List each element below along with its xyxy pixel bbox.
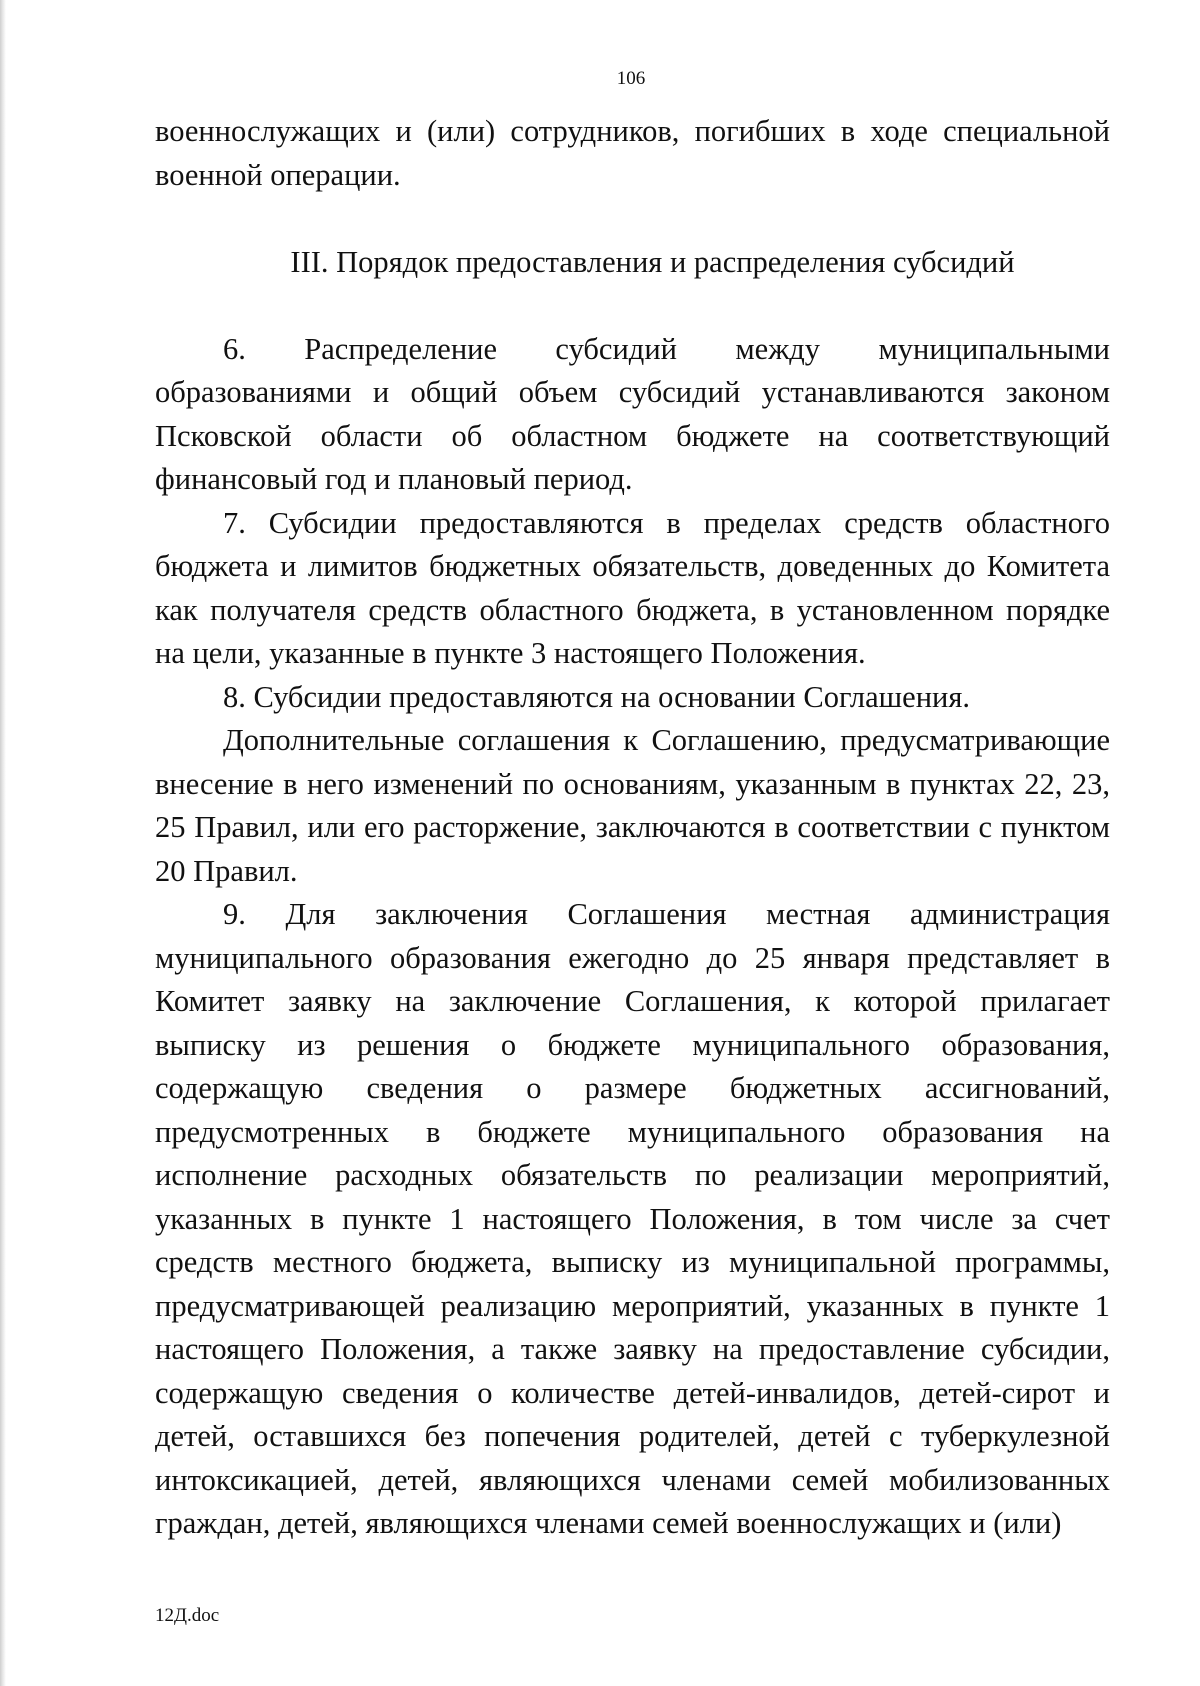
intro-paragraph: военнослужащих и (или) сотрудников, погибших в ходе специальной военной операции. — [155, 114, 1110, 192]
document-body — [155, 110, 1110, 1546]
paragraph-7: 7. Субсидии предоставляются в пределах средств областного бюджета и лимитов бюджетных обязательств, доведенных до Комитета как получателя средств областного бюджета, в установленном порядке на цели, указанные в пункте 3 настоящего Положения. — [155, 505, 1110, 670]
spacer — [155, 197, 1110, 241]
section-heading: III. Порядок предоставления и распределения субсидий — [290, 245, 1015, 279]
page-number: 106 — [616, 68, 646, 89]
paragraph-8: 8. Субсидии предоставляются на основании Соглашения. — [223, 679, 970, 714]
paragraph-9: 9. Для заключения Соглашения местная администрация муниципального образования ежегодно до 25 января представляет в Комитет заявку на заключение Соглашения, к которой прилагает выписку из решения о бюджете муниципального образования, содержащую сведения о размере бюджетных ассигнований, предусмотренных в бюджете муниципального образования на исполнение расходных обязательств по реализации мероприятий, указанных в пункте 1 настоящего Положения, в том числе за счет средств местного бюджета, выписку из муниципальной программы, предусматривающей реализацию мероприятий, указанных в пункте 1 настоящего Положения, а также заявку на предоставление субсидии, содержащую сведения о количестве детей-инвалидов, детей-сирот и детей, оставшихся без попечения родителей, детей с туберкулезной интоксикацией, детей, являющихся членами семей мобилизованных граждан, детей, являющихся членами семей военнослужащих и (или) — [155, 897, 1110, 1540]
footer-filename: 12Д.doc — [155, 1605, 220, 1626]
spacer — [155, 285, 1110, 328]
paragraph-6: 6. Распределение субсидий между муниципальными образованиями и общий объем субсидий устанавливаются законом Псковской области об областном бюджете на соответствующий финансовый год и плановый период. — [155, 331, 1110, 496]
paragraph-8-additional: Дополнительные соглашения к Соглашению, предусматривающие внесение в него изменений по основаниям, указанным в пунктах 22, 23, 25 Правил, или его расторжение, заключаются в соответствии с пунктом 20 Правил. — [155, 723, 1110, 888]
scan-edge — [0, 0, 6, 1686]
